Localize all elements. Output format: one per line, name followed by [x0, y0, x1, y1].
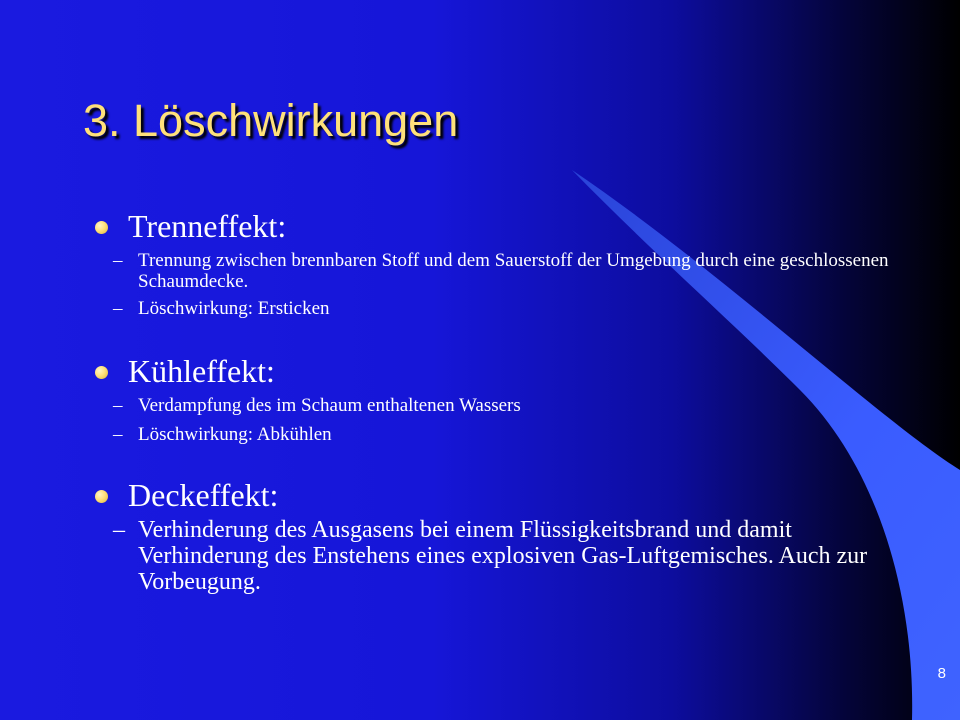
page-number: 8 [937, 665, 946, 682]
bullet-title: Kühleffekt: [128, 353, 275, 389]
dash-icon: – [113, 298, 123, 319]
sub-item-text: Verdampfung des im Schaum enthaltenen Wassers [138, 395, 521, 416]
sub-item [95, 395, 925, 416]
bullet-list [95, 204, 925, 595]
bullet-dot-icon [95, 221, 108, 234]
bullet-trenneffekt [95, 204, 925, 248]
dash-icon: – [113, 424, 123, 445]
sub-item-text: Löschwirkung: Ersticken [138, 298, 330, 319]
bullet-dot-icon [95, 490, 108, 503]
sub-item [95, 250, 925, 292]
dash-icon: – [113, 517, 125, 543]
bullet-deckeffekt [95, 473, 925, 517]
bullet-title: Trenneffekt: [128, 208, 287, 244]
sub-item [95, 517, 925, 595]
bullet-kuehleffekt [95, 349, 925, 393]
sub-item [95, 298, 925, 319]
sub-item-text: Verhinderung des Ausgasens bei einem Flüssigkeitsbrand und damit Verhinderung des Enstehens eines explosiven Gas-Luftgemisches. Auch zur Vorbeugung. [138, 517, 868, 595]
dash-icon: – [113, 395, 123, 416]
bullet-title: Deckeffekt: [128, 477, 279, 513]
sub-item-text: Löschwirkung: Abkühlen [138, 424, 332, 445]
dash-icon: – [113, 250, 123, 271]
sub-item-text: Trennung zwischen brennbaren Stoff und dem Sauerstoff der Umgebung durch eine geschlossenen Schaumdecke. [138, 250, 889, 292]
sub-item [95, 424, 925, 445]
bullet-dot-icon [95, 366, 108, 379]
slide-title: 3. Löschwirkungen [83, 95, 459, 146]
